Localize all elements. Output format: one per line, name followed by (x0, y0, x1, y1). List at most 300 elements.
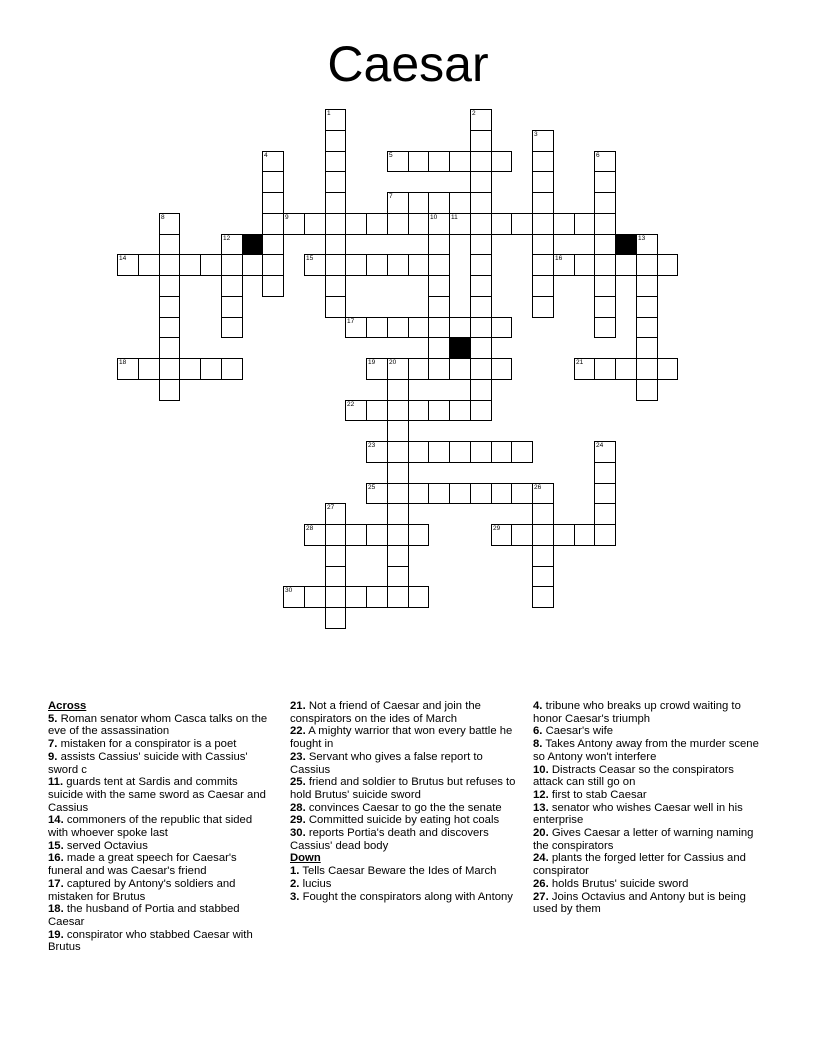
clue-text: assists Cassius' suicide with Cassius' sword c (48, 750, 248, 776)
grid-cell[interactable] (221, 254, 243, 276)
clue-number: 17 (347, 318, 355, 325)
clue-number: 13 (638, 235, 646, 242)
grid-cell[interactable] (594, 234, 616, 255)
grid-cell[interactable] (532, 566, 554, 587)
grid-cell[interactable] (325, 109, 346, 131)
grid-cell[interactable] (428, 151, 450, 172)
clue-number: 30 (285, 587, 293, 594)
down-clue (290, 878, 520, 891)
grid-cell[interactable] (428, 483, 450, 504)
grid-cell[interactable] (325, 171, 346, 193)
grid-cell[interactable] (325, 275, 346, 297)
grid-cell[interactable] (594, 317, 616, 338)
grid-cell[interactable] (262, 234, 284, 255)
clue-number-label: 3. (290, 890, 300, 903)
grid-cell[interactable] (428, 317, 450, 338)
grid-cell[interactable] (449, 317, 471, 338)
grid-cell[interactable] (159, 275, 180, 297)
clue-text: Servant who gives a false report to Cassius (290, 750, 483, 776)
grid-cell[interactable] (449, 483, 471, 504)
grid-cell[interactable] (325, 607, 346, 629)
grid-cell[interactable] (532, 296, 554, 318)
across-clue (290, 700, 520, 725)
clue-number: 7 (389, 193, 393, 200)
grid-cell[interactable] (387, 400, 409, 421)
grid-cell[interactable] (491, 524, 512, 546)
down-clue (533, 700, 759, 725)
grid-cell[interactable] (532, 192, 554, 214)
grid-cell[interactable] (387, 441, 409, 463)
clue-number: 29 (493, 525, 501, 532)
clue-number-label: 20. (533, 827, 549, 840)
grid-cell[interactable] (532, 254, 554, 276)
clue-number-label: 19. (48, 928, 64, 941)
grid-cell[interactable] (408, 192, 429, 214)
grid-cell[interactable] (117, 254, 139, 276)
grid-cell[interactable] (387, 524, 409, 546)
grid-cell[interactable] (408, 483, 429, 504)
grid-cell[interactable] (200, 358, 222, 380)
grid-cell[interactable] (221, 275, 243, 297)
grid-cell[interactable] (594, 275, 616, 297)
down-heading: Down (290, 852, 321, 865)
grid-cell[interactable] (408, 400, 429, 421)
grid-cell[interactable] (117, 358, 139, 380)
grid-cell[interactable] (325, 586, 346, 608)
across-clue (48, 852, 270, 877)
grid-cell[interactable] (366, 524, 388, 546)
grid-cell[interactable] (636, 358, 658, 380)
grid-cell[interactable] (636, 234, 658, 255)
grid-cell[interactable] (242, 254, 263, 276)
grid-cell[interactable] (428, 234, 450, 255)
grid-cell[interactable] (428, 358, 450, 380)
across-clue (290, 776, 520, 801)
clue-number: 24 (596, 442, 604, 449)
grid-cell[interactable] (366, 358, 388, 380)
grid-cell[interactable] (325, 130, 346, 152)
grid-cell[interactable] (366, 213, 388, 235)
grid-cell[interactable] (449, 358, 471, 380)
grid-cell[interactable] (553, 254, 575, 276)
grid-cell[interactable] (325, 234, 346, 255)
down-clue (533, 878, 759, 891)
grid-cell[interactable] (200, 254, 222, 276)
grid-cell[interactable] (408, 524, 429, 546)
clue-text: Tells Caesar Beware the Ides of March (302, 865, 497, 878)
grid-cell[interactable] (553, 524, 575, 546)
clue-number-label: 2. (290, 877, 300, 890)
clue-text: convinces Caesar to go the the senate (308, 801, 502, 814)
grid-cell[interactable] (470, 379, 492, 401)
grid-cell[interactable] (636, 337, 658, 359)
clue-text: Joins Octavius and Antony but is being used by them (533, 890, 746, 916)
grid-cell[interactable] (636, 296, 658, 318)
grid-cell[interactable] (470, 483, 492, 504)
down-clue (533, 789, 759, 802)
grid-cell[interactable] (470, 109, 492, 131)
grid-cell[interactable] (594, 151, 616, 172)
grid-cell[interactable] (345, 400, 367, 421)
grid-cell[interactable] (594, 213, 616, 235)
clue-number: 5 (389, 152, 393, 159)
across-clue (48, 751, 270, 776)
grid-cell[interactable] (366, 400, 388, 421)
grid-cell[interactable] (491, 213, 512, 235)
grid-cell[interactable] (221, 296, 243, 318)
grid-cell[interactable] (325, 192, 346, 214)
down-clue (290, 865, 520, 878)
grid-cell[interactable] (449, 213, 471, 235)
clue-number: 1 (327, 110, 331, 117)
grid-cell[interactable] (594, 462, 616, 484)
grid-cell[interactable] (262, 171, 284, 193)
clue-text: holds Brutus' suicide sword (551, 877, 689, 890)
grid-cell[interactable] (470, 275, 492, 297)
grid-cell[interactable] (221, 234, 243, 255)
grid-cell[interactable] (449, 441, 471, 463)
grid-cell[interactable] (325, 524, 346, 546)
grid-cell[interactable] (408, 151, 429, 172)
grid-cell[interactable] (138, 358, 160, 380)
grid-cell[interactable] (532, 171, 554, 193)
grid-cell[interactable] (511, 441, 533, 463)
clue-number: 23 (368, 442, 376, 449)
grid-cell[interactable] (511, 524, 533, 546)
grid-cell[interactable] (470, 234, 492, 255)
grid-cell[interactable] (428, 441, 450, 463)
clue-number: 14 (119, 255, 127, 262)
grid-cell[interactable] (408, 317, 429, 338)
grid-cell[interactable] (491, 483, 512, 504)
clue-number-label: 24. (533, 852, 549, 865)
grid-cell[interactable] (491, 358, 512, 380)
clue-text: made a great speech for Caesar's funeral and was Caesar's friend (48, 852, 237, 878)
grid-cell[interactable] (387, 358, 409, 380)
grid-cell[interactable] (574, 213, 595, 235)
grid-cell[interactable] (345, 213, 367, 235)
grid-cell[interactable] (657, 254, 678, 276)
grid-cell[interactable] (262, 254, 284, 276)
grid-cell[interactable] (470, 192, 492, 214)
grid-cell[interactable] (179, 254, 201, 276)
clue-number-label: 18. (48, 903, 64, 916)
grid-cell[interactable] (470, 254, 492, 276)
grid-cell[interactable] (574, 524, 595, 546)
clue-text: Takes Antony away from the murder scene so Antony won't interfere (533, 738, 759, 763)
grid-cell[interactable] (283, 213, 305, 235)
grid-cell[interactable] (408, 254, 429, 276)
grid-cell[interactable] (636, 379, 658, 401)
grid-cell[interactable] (491, 151, 512, 172)
grid-cell[interactable] (304, 586, 326, 608)
clue-number-label: 16. (48, 852, 64, 865)
clue-text: Gives Caesar a letter of warning naming the conspirators (533, 827, 754, 852)
clue-text: conspirator who stabbed Caesar with Brutus (48, 928, 253, 954)
across-clue (290, 814, 520, 827)
clue-number-label: 14. (48, 814, 64, 827)
grid-cell[interactable] (491, 317, 512, 338)
clue-number-label: 15. (48, 839, 64, 852)
grid-cell[interactable] (387, 317, 409, 338)
grid-cell[interactable] (408, 213, 429, 235)
puzzle-title: Caesar (327, 36, 489, 92)
grid-cell[interactable] (532, 503, 554, 525)
across-clue (48, 776, 270, 814)
across-clue (290, 751, 520, 776)
clue-number-label: 21. (290, 700, 306, 712)
down-clue (533, 725, 759, 738)
grid-cell[interactable] (594, 171, 616, 193)
grid-cell[interactable] (511, 483, 533, 504)
grid-cell[interactable] (636, 275, 658, 297)
down-clue (290, 891, 520, 904)
grid-cell[interactable] (594, 254, 616, 276)
clue-text: the husband of Portia and stabbed Caesar (48, 903, 240, 928)
grid-cell[interactable] (387, 503, 409, 525)
grid-cell[interactable] (345, 524, 367, 546)
grid-cell[interactable] (532, 275, 554, 297)
grid-cell[interactable] (491, 441, 512, 463)
clue-text: Roman senator whom Casca talks on the eve of the assassination (48, 712, 268, 738)
grid-cell[interactable] (532, 586, 554, 608)
grid-cell[interactable] (532, 545, 554, 567)
clue-number: 3 (534, 131, 538, 138)
down-clue (533, 827, 759, 852)
clue-text: Fought the conspirators along with Antony (302, 890, 513, 903)
grid-cell[interactable] (408, 586, 429, 608)
grid-cell[interactable] (428, 275, 450, 297)
grid-cell[interactable] (532, 483, 554, 504)
grid-cell[interactable] (387, 545, 409, 567)
grid-cell[interactable] (325, 503, 346, 525)
grid-cell[interactable] (366, 483, 388, 504)
grid-cell[interactable] (345, 586, 367, 608)
grid-cell[interactable] (366, 317, 388, 338)
grid-cell[interactable] (532, 151, 554, 172)
across-clue (290, 827, 520, 852)
grid-cell[interactable] (428, 213, 450, 235)
grid-cell[interactable] (428, 400, 450, 421)
grid-cell[interactable] (657, 358, 678, 380)
clue-number-label: 13. (533, 801, 549, 814)
grid-cell[interactable] (366, 441, 388, 463)
grid-cell[interactable] (179, 358, 201, 380)
clue-text: reports Portia's death and discovers Cassius' dead body (290, 827, 489, 852)
clue-number: 20 (389, 359, 397, 366)
clue-number-label: 9. (48, 750, 58, 763)
clue-text: mistaken for a conspirator is a poet (60, 738, 237, 751)
grid-cell[interactable] (221, 358, 243, 380)
clue-number-label: 11. (48, 776, 64, 789)
grid-cell[interactable] (387, 151, 409, 172)
grid-cell[interactable] (387, 462, 409, 484)
clue-text: A mighty warrior that won every battle he fought in (290, 725, 513, 751)
grid-cell[interactable] (470, 171, 492, 193)
clue-number-label: 22. (290, 725, 306, 738)
grid-cell[interactable] (159, 379, 180, 401)
clue-number: 22 (347, 401, 355, 408)
grid-cell[interactable] (262, 192, 284, 214)
grid-cell[interactable] (574, 358, 595, 380)
grid-cell[interactable] (511, 213, 533, 235)
grid-cell[interactable] (262, 213, 284, 235)
grid-cell[interactable] (262, 275, 284, 297)
grid-cell[interactable] (304, 254, 326, 276)
clue-number: 18 (119, 359, 127, 366)
across-clue (48, 929, 270, 954)
across-clue (48, 878, 270, 903)
clue-number: 11 (451, 214, 458, 221)
grid-cell[interactable] (159, 337, 180, 359)
clue-text: lucius (302, 877, 332, 890)
grid-cell[interactable] (594, 358, 616, 380)
black-square (615, 234, 637, 255)
grid-cell[interactable] (159, 213, 180, 235)
grid-cell[interactable] (594, 192, 616, 214)
grid-cell[interactable] (159, 296, 180, 318)
grid-cell[interactable] (470, 130, 492, 152)
grid-cell[interactable] (574, 254, 595, 276)
grid-cell[interactable] (387, 192, 409, 214)
across-clue (290, 725, 520, 750)
grid-cell[interactable] (366, 586, 388, 608)
grid-cell[interactable] (366, 254, 388, 276)
grid-cell[interactable] (449, 151, 471, 172)
grid-cell[interactable] (532, 213, 554, 235)
grid-cell[interactable] (325, 213, 346, 235)
clue-text: captured by Antony's soldiers and mistaken for Brutus (48, 877, 236, 903)
clue-number: 12 (223, 235, 231, 242)
grid-cell[interactable] (594, 483, 616, 504)
grid-cell[interactable] (325, 151, 346, 172)
clues-column-2 (290, 700, 520, 903)
clue-number: 9 (285, 214, 289, 221)
clue-number-label: 8. (533, 738, 543, 751)
down-clue (533, 852, 759, 877)
grid-cell[interactable] (159, 358, 180, 380)
grid-cell[interactable] (470, 400, 492, 421)
grid-cell[interactable] (428, 192, 450, 214)
grid-cell[interactable] (594, 503, 616, 525)
clues-column-3 (533, 700, 759, 916)
across-heading: Across (48, 700, 87, 712)
grid-cell[interactable] (304, 213, 326, 235)
grid-cell[interactable] (387, 254, 409, 276)
clue-number-label: 1. (290, 865, 300, 878)
clue-number: 28 (306, 525, 314, 532)
grid-cell[interactable] (470, 337, 492, 359)
clue-text: tribune who breaks up crowd waiting to honor Caesar's triumph (533, 700, 741, 725)
clue-text: plants the forged letter for Cassius and conspirator (533, 852, 746, 878)
grid-cell[interactable] (428, 254, 450, 276)
grid-cell[interactable] (615, 254, 637, 276)
grid-cell[interactable] (408, 358, 429, 380)
grid-cell[interactable] (325, 566, 346, 587)
grid-cell[interactable] (470, 317, 492, 338)
grid-cell[interactable] (345, 254, 367, 276)
grid-cell[interactable] (325, 254, 346, 276)
grid-cell[interactable] (387, 420, 409, 442)
clue-number: 6 (596, 152, 600, 159)
grid-cell[interactable] (594, 296, 616, 318)
grid-cell[interactable] (345, 317, 367, 338)
across-clue (48, 814, 270, 839)
grid-cell[interactable] (304, 524, 326, 546)
grid-cell[interactable] (449, 192, 471, 214)
grid-cell[interactable] (532, 234, 554, 255)
grid-cell[interactable] (449, 400, 471, 421)
grid-cell[interactable] (428, 337, 450, 359)
grid-cell[interactable] (636, 254, 658, 276)
grid-cell[interactable] (470, 296, 492, 318)
grid-cell[interactable] (159, 234, 180, 255)
clue-text: Distracts Ceasar so the conspirators attack can still go on (533, 763, 734, 789)
clue-number: 19 (368, 359, 376, 366)
clue-text: Not a friend of Caesar and join the conspirators on the ides of March (290, 700, 481, 725)
grid-cell[interactable] (325, 545, 346, 567)
clue-number-label: 10. (533, 763, 549, 776)
grid-cell[interactable] (532, 130, 554, 152)
clue-number-label: 25. (290, 776, 306, 789)
grid-cell[interactable] (387, 483, 409, 504)
across-clue (48, 903, 270, 928)
across-clue (48, 713, 270, 738)
grid-cell[interactable] (283, 586, 305, 608)
clue-number-label: 17. (48, 877, 64, 890)
across-clue (48, 738, 270, 751)
grid-cell[interactable] (387, 213, 409, 235)
grid-cell[interactable] (262, 151, 284, 172)
grid-cell[interactable] (553, 213, 575, 235)
grid-cell[interactable] (470, 441, 492, 463)
clue-number: 27 (327, 504, 335, 511)
clue-text: guards tent at Sardis and commits suicide with the same sword as Caesar and Cassius (48, 776, 266, 814)
down-clue (533, 802, 759, 827)
grid-cell[interactable] (470, 213, 492, 235)
clue-number-label: 28. (290, 801, 306, 814)
grid-cell[interactable] (594, 441, 616, 463)
grid-cell[interactable] (532, 524, 554, 546)
clue-number: 21 (576, 359, 584, 366)
clue-number: 4 (264, 152, 268, 159)
grid-cell[interactable] (387, 379, 409, 401)
grid-cell[interactable] (594, 524, 616, 546)
grid-cell[interactable] (387, 566, 409, 587)
grid-cell[interactable] (159, 317, 180, 338)
clue-number: 15 (306, 255, 314, 262)
clue-number-label: 27. (533, 890, 549, 903)
grid-cell[interactable] (636, 317, 658, 338)
grid-cell[interactable] (408, 441, 429, 463)
clue-number: 25 (368, 484, 376, 491)
across-clue (290, 802, 520, 815)
grid-cell[interactable] (470, 151, 492, 172)
grid-cell[interactable] (615, 358, 637, 380)
clue-number: 8 (161, 214, 165, 221)
grid-cell[interactable] (387, 586, 409, 608)
grid-cell[interactable] (325, 296, 346, 318)
grid-cell[interactable] (159, 254, 180, 276)
down-clue (533, 891, 759, 916)
grid-cell[interactable] (470, 358, 492, 380)
clue-number-label: 4. (533, 700, 543, 712)
clue-text: friend and soldier to Brutus but refuses to hold Brutus' suicide sword (290, 776, 516, 801)
grid-cell[interactable] (221, 317, 243, 338)
clue-number: 10 (430, 214, 438, 221)
grid-cell[interactable] (428, 296, 450, 318)
grid-cell[interactable] (138, 254, 160, 276)
